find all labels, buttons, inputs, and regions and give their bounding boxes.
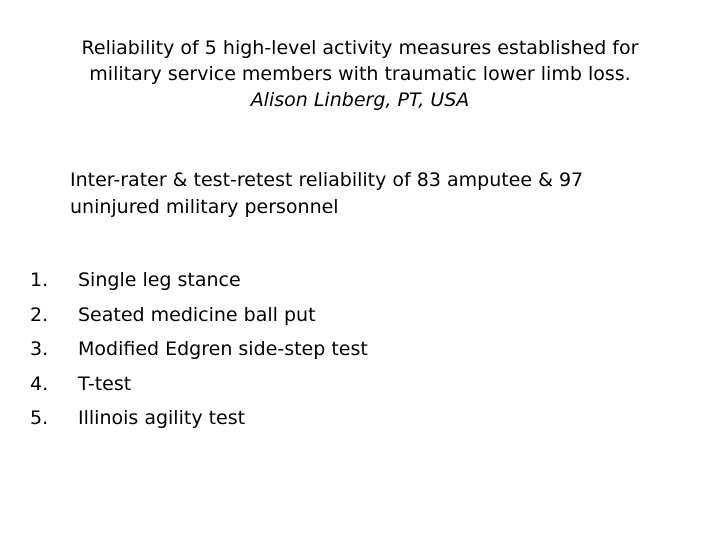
list-item — [30, 401, 630, 436]
list-item-text: Seated medicine ball put — [78, 303, 316, 326]
title-line-1: Reliability of 5 high-level activity measures established for — [81, 37, 639, 59]
slide-title — [0, 35, 720, 113]
list-item — [30, 298, 630, 333]
list-item-text: Modified Edgren side-step test — [78, 338, 368, 360]
list-item-text: Single leg stance — [78, 269, 241, 291]
list-item-text: T-test — [78, 372, 132, 395]
summary-line-1: Inter-rater & test-retest reliability of 83 amputee & 97 — [70, 169, 584, 191]
list-item-number: 1. — [30, 269, 49, 291]
list-item-number: 4. — [30, 372, 49, 395]
list-item-number: 3. — [30, 338, 49, 360]
list-item — [30, 332, 630, 367]
study-summary — [70, 167, 670, 221]
list-item-number: 2. — [30, 303, 49, 326]
list-item-number: 5. — [30, 407, 49, 429]
title-line-2: military service members with traumatic lower limb loss. — [89, 63, 631, 85]
measures-list — [30, 263, 630, 436]
list-item — [30, 263, 630, 298]
summary-line-2: uninjured military personnel — [70, 196, 339, 218]
list-item — [30, 367, 630, 402]
author-line: Alison Linberg, PT, USA — [250, 89, 470, 111]
list-item-text: Illinois agility test — [78, 407, 246, 429]
